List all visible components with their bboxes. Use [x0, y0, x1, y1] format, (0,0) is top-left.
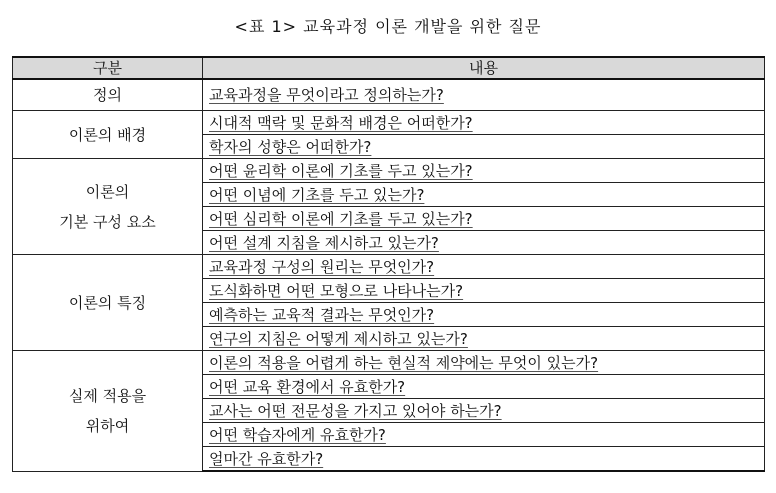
table-row	[13, 111, 765, 135]
category-label-line-2: 기본 구성 요소	[59, 212, 156, 231]
question-cell: 어떤 이념에 기초를 두고 있는가?	[203, 183, 765, 207]
header-content: 내용	[203, 57, 765, 79]
category-cell-background	[13, 111, 203, 159]
category-cell-components	[13, 159, 203, 255]
question-cell: 어떤 교육 환경에서 유효한가?	[203, 375, 765, 399]
category-label-line-2: 위하여	[85, 416, 130, 435]
table-row	[13, 255, 765, 279]
table-row	[13, 351, 765, 375]
question-cell: 어떤 심리학 이론에 기초를 두고 있는가?	[203, 207, 765, 231]
question-cell: 어떤 윤리학 이론에 기초를 두고 있는가?	[203, 159, 765, 183]
category-label: 정의	[93, 86, 122, 104]
question-cell: 시대적 맥락 및 문화적 배경은 어떠한가?	[203, 111, 765, 135]
category-label: 이론의 배경	[68, 125, 147, 144]
category-label-line-1: 이론의	[85, 182, 130, 201]
question-cell: 교사는 어떤 전문성을 가지고 있어야 하는가?	[203, 399, 765, 423]
questions-table	[12, 56, 765, 472]
table-header-row	[13, 57, 765, 79]
table-caption: <표 1> 교육과정 이론 개발을 위한 질문	[234, 17, 542, 36]
question-cell: 도식화하면 어떤 모형으로 나타나는가?	[203, 279, 765, 303]
question-cell: 연구의 지침은 어떻게 제시하고 있는가?	[203, 327, 765, 351]
header-category: 구분	[13, 57, 203, 79]
table-row	[13, 79, 765, 111]
question-cell: 어떤 학습자에게 유효한가?	[203, 423, 765, 447]
category-cell-application	[13, 351, 203, 472]
question-cell: 교육과정 구성의 원리는 무엇인가?	[203, 255, 765, 279]
question-cell: 교육과정을 무엇이라고 정의하는가?	[203, 79, 765, 111]
category-cell-definition	[13, 79, 203, 111]
question-cell: 예측하는 교육적 결과는 무엇인가?	[203, 303, 765, 327]
question-cell: 어떤 설계 지침을 제시하고 있는가?	[203, 231, 765, 255]
table-row	[13, 159, 765, 183]
category-cell-features	[13, 255, 203, 351]
category-label-line-1: 실제 적용을	[68, 386, 147, 405]
question-cell: 학자의 성향은 어떠한가?	[203, 135, 765, 159]
question-cell: 이론의 적용을 어렵게 하는 현실적 제약에는 무엇이 있는가?	[203, 351, 765, 375]
category-label: 이론의 특징	[68, 293, 147, 312]
question-cell: 얼마간 유효한가?	[203, 447, 765, 472]
